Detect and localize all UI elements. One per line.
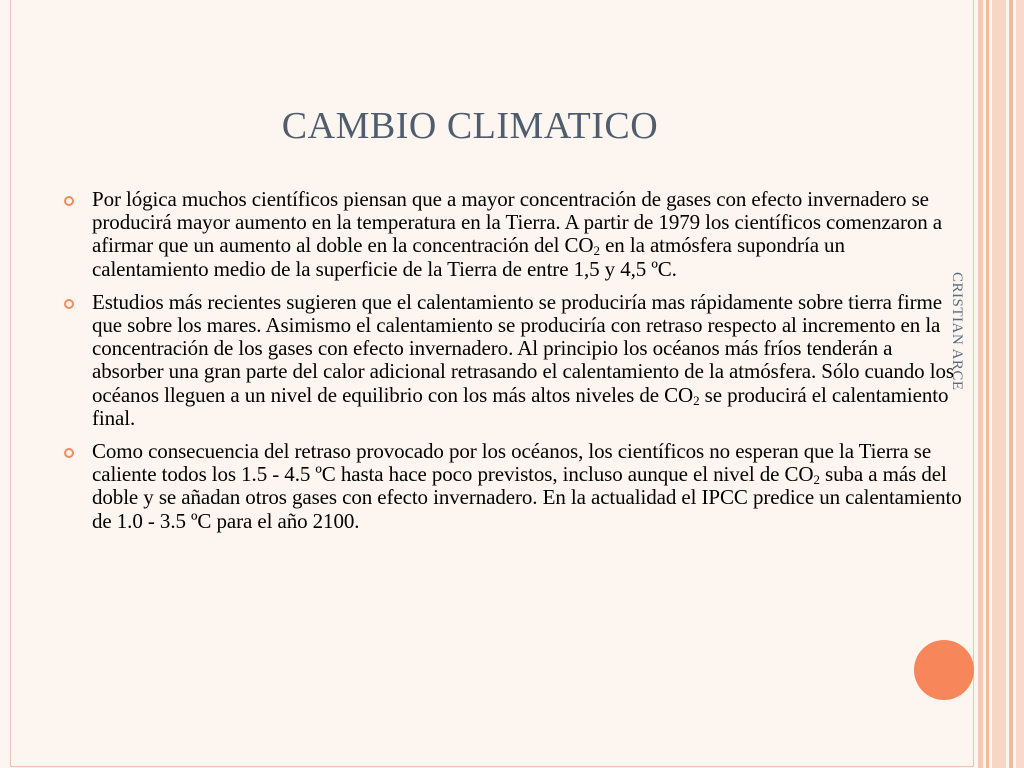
bullet-text: [92, 291, 964, 430]
decor-stripe: [986, 0, 989, 768]
bullet-text: [92, 440, 964, 533]
decor-stripe: [992, 0, 1006, 768]
bullet-list: [62, 188, 964, 543]
text-part: Estudios más recientes sugieren que el calentamiento se produciría mas rápidamente sobre tierra firme que sobre los mares. Asimismo el calentamiento se produciría con retraso respecto al incremento en la concentración de los gases con efecto invernadero. Al principio los océanos más fríos tenderán a absorber una gran parte del calor adicional retrasando el calentamiento de la atmósfera. Sólo cuando los océanos lleguen a un nivel de equilibrio con los más altos niveles de CO: [92, 289, 954, 407]
decor-stripe: [1016, 0, 1024, 768]
text-part: se producirá el calentamiento final.: [92, 382, 949, 430]
bullet-item: [62, 440, 964, 533]
text-part: en la atmósfera supondría un calentamiento medio de la superficie de la Tierra de entre 1,5 y 4,5 ºC.: [92, 233, 845, 281]
bullet-circle-icon: [64, 448, 74, 458]
text-part: Como consecuencia del retraso provocado por los océanos, los científicos no esperan que la Tierra se caliente todos los 1.5 - 4.5 ºC hasta hace poco previstos, incluso aunque el nivel de CO: [92, 439, 932, 487]
decor-stripe: [978, 0, 983, 768]
author-label: CRISTIAN ARCE: [949, 272, 965, 391]
subscript: 2: [693, 392, 700, 408]
decorative-circle: [914, 640, 974, 700]
decor-stripe: [1009, 0, 1013, 768]
bullet-circle-icon: [64, 299, 74, 309]
bullet-item: [62, 188, 964, 281]
bullet-circle-icon: [64, 196, 74, 206]
slide-title: CAMBIO CLIMATICO: [281, 105, 659, 147]
bullet-item: [62, 291, 964, 430]
text-part: suba a más del doble y se añadan otros gases con efecto invernadero. En la actualidad el IPCC predice un calentamiento de 1.0 - 3.5 ºC para el año 2100.: [92, 462, 962, 533]
subscript: 2: [813, 472, 820, 488]
text-part: Por lógica muchos científicos piensan que a mayor concentración de gases con efecto invernadero se producirá mayor aumento en la temperatura en la Tierra. A partir de 1979 los científicos comenzaron a afirmar que un aumento al doble en la concentración del CO: [92, 187, 943, 258]
bullet-text: [92, 188, 964, 281]
subscript: 2: [593, 243, 600, 259]
